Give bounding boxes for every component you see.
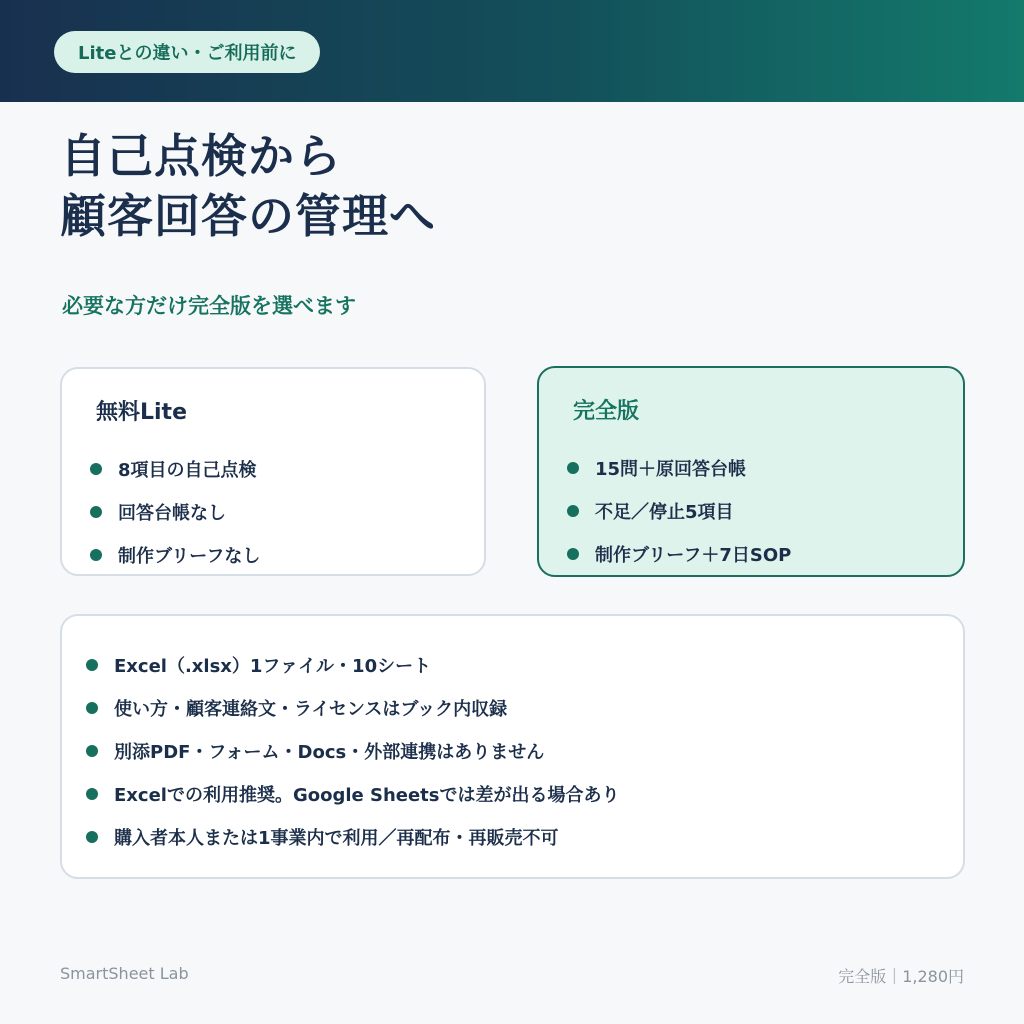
list-item-label: Excel（.xlsx）1ファイル・10シート [114,655,432,677]
list-item [86,643,620,686]
list-item-label: 不足／停止5項目 [595,501,734,523]
list-item [90,533,260,576]
list-item-label: 使い方・顧客連絡文・ライセンスはブック内収録 [114,698,508,720]
lite-plan-feature-list [90,447,260,576]
bullet-dot-icon [86,788,98,800]
lite-plan-card [60,367,486,576]
bullet-dot-icon [90,549,102,561]
list-item [86,686,620,729]
full-plan-title: 完全版 [573,399,640,424]
list-item [90,490,260,533]
footer-brand: SmartSheet Lab [60,964,189,983]
full-plan-card [537,366,965,577]
list-item-label: 制作ブリーフ＋7日SOP [595,544,792,566]
bullet-dot-icon [90,506,102,518]
page-title-line-1: 自己点検から [60,129,342,183]
bullet-dot-icon [567,505,579,517]
full-plan-feature-list [567,446,791,575]
list-item [567,532,791,575]
list-item [567,446,791,489]
bullet-dot-icon [90,463,102,475]
list-item [90,447,260,490]
list-item [86,815,620,858]
lite-plan-title: 無料Lite [96,400,187,425]
bullet-dot-icon [567,462,579,474]
bullet-dot-icon [567,548,579,560]
bullet-dot-icon [86,659,98,671]
list-item-label: 購入者本人または1事業内で利用／再配布・再販売不可 [114,827,559,849]
bullet-dot-icon [86,745,98,757]
page-title-line-2: 顧客回答の管理へ [60,189,436,243]
bullet-dot-icon [86,831,98,843]
list-item [86,729,620,772]
notes-list [86,643,620,858]
notes-card [60,614,965,879]
bullet-dot-icon [86,702,98,714]
list-item-label: Excelでの利用推奨。Google Sheetsでは差が出る場合あり [114,784,620,806]
header-badge: Liteとの違い・ご利用前に [54,31,320,73]
list-item [567,489,791,532]
footer-price: 完全版｜1,280円 [838,967,964,986]
list-item [86,772,620,815]
list-item-label: 15問＋原回答台帳 [595,458,747,480]
page-title [60,126,436,246]
list-item-label: 回答台帳なし [118,502,226,524]
list-item-label: 別添PDF・フォーム・Docs・外部連携はありません [114,741,545,763]
list-item-label: 8項目の自己点検 [118,459,257,481]
list-item-label: 制作ブリーフなし [118,545,261,567]
page-subtitle: 必要な方だけ完全版を選べます [62,294,356,318]
